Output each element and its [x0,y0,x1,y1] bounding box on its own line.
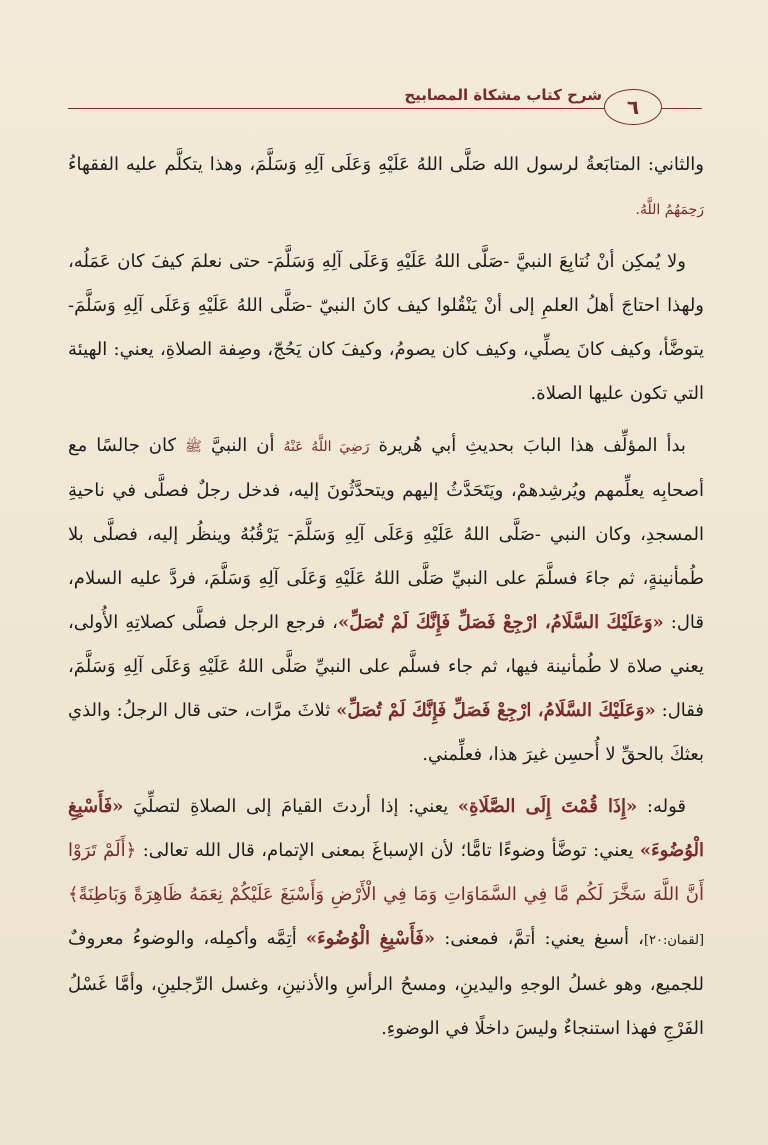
ayah-reference: [لقمان:٢٠] [643,933,705,948]
paragraph-3-text-i: ثلاثَ مرَّات، حتى قال الرجلُ: والذي بعثكَ بالحقِّ لا أُحسِن غيرَ هذا، فعلِّمني. [68,700,704,765]
paragraph-4-text-h: ، أسبغ يعني: أتمَّ، فمعنى: [444,928,644,949]
paragraph-1 [68,143,704,232]
honorific-salawat: ﷺ [185,439,202,455]
header-rule-left [68,108,604,109]
paragraph-3-text-c: أن النبيَّ [210,435,275,456]
paragraph-2-text: ولا يُمكِن أنْ نُتابِعَ النبيَّ -صَلَّى اللهُ عَلَيْهِ وَعَلَى آلِهِ وَسَلَّمَ- حتى نعلمَ كيفَ كان عَمَلُه، ولهذا احتاجَ أهلُ العلمِ إلى أنْ يَنْقُلوا كيف كانَ النبيّ -صَلَّى اللهُ عَلَيْهِ وَعَلَى آلِهِ وَسَلَّمَ- يتوضَّأ، وكيف كانَ يصلِّي، وكيف كان يصومُ، وكيفَ كان يَحُجّ، وصِفة الصلاةِ، يعني: الهيئة التي تكون عليها الصلاة. [68,251,704,404]
paragraph-2 [68,240,704,416]
page-body [68,143,704,1059]
paragraph-3-text-e: كان جالسًا مع أصحابِه يعلِّمهم ويُرشِدهمْ، ويَتَحَدَّثُ إليهم ويتحدَّثُونَ إليه، فدخل رجلٌ فصلَّى في ناحيةِ المسجدِ، وكان النبي -صَلَّى اللهُ عَلَيْهِ وَعَلَى آلِهِ وَسَلَّمَ- يَرْقُبُهُ وينظُر إليه، فصلَّى بلا طُمأنينةٍ، ثم جاءَ فسلَّمَ على النبيِّ صَلَّى اللهُ عَلَيْهِ وَعَلَى آلِهِ وَسَلَّمَ، فردَّ عليه السلام، قال: [68,435,704,633]
header-rule-right [662,108,702,109]
paragraph-4-text-c: يعني: إذا أردتَ القيامَ إلى الصلاةِ لتصلِّيَ [133,796,449,817]
paragraph-3 [68,424,704,777]
paragraph-4-text-e: يعني: توضَّأ وضوءًا تامًّا؛ لأن الإسباغَ بمعنى الإتمام، قال الله تعالى: [142,840,634,861]
paragraph-4 [68,785,704,1051]
hadith-phrase-idha-qumta: «إِذَا قُمْتَ إِلَى الصَّلَاةِ» [457,796,638,817]
page-header [68,86,704,128]
paragraph-4-text-j: أتِمَّه وأكمِله، والوضوءُ معروفٌ للجميع، وهو غسلُ الوجهِ واليدينِ، ومسحُ الرأسِ والأذنينِ، وغسل الرِّجلينِ، وأمَّا غَسْلُ الفَرْجِ فهذا استنجاءٌ وليسَ داخلًا في الوضوءِ. [68,928,704,1039]
quran-ayah: ﴿أَلَمْ تَرَوْا أَنَّ اللَّهَ سَخَّرَ لَكُم مَّا فِي السَّمَاوَاتِ وَمَا فِي الْأَرْضِ وَأَسْبَغَ عَلَيْكُمْ نِعَمَهُ ظَاهِرَةً وَبَاطِنَةً﴾ [68,840,704,905]
paragraph-4-text-a: قوله: [646,796,686,817]
hadith-quote-2: «وَعَلَيْكَ السَّلَامُ، ارْجِعْ فَصَلِّ فَإِنَّكَ لَمْ تُصَلِّ» [336,700,656,721]
hadith-quote-1: «وَعَلَيْكَ السَّلَامُ، ارْجِعْ فَصَلِّ فَإِنَّكَ لَمْ تُصَلِّ» [337,612,664,633]
paragraph-1-text: والثاني: المتابَعةُ لرسول الله صَلَّى اللهُ عَلَيْهِ وَعَلَى آلِهِ وَسَلَّمَ، وهذا يتكلَّم عليه الفقهاءُ [68,154,704,175]
paragraph-3-text-a: بدأ المؤلِّف هذا البابَ بحديثِ أبي هُريرة [378,435,686,456]
honorific-rahimahum: رَحِمَهُمُ اللَّهُ. [635,202,704,218]
running-title: شرح كتاب مشكاة المصابيح [404,86,602,104]
hadith-phrase-fa-asbigh-2: «فَأَسْبِغِ الْوُضُوءَ» [305,928,436,949]
paragraph-3-text-g: ، فرجع الرجل فصلَّى كصلاتِهِ الأُولى، يعني صلاة لا طُمأنينة فيها، ثم جاء فسلَّم على النبيِّ صَلَّى اللهُ عَلَيْهِ وَعَلَى آلِهِ وَسَلَّمَ، فقال: [68,612,704,721]
honorific-radiyallahu: رَضِيَ اللَّهُ عَنْهُ [283,439,370,455]
hadith-phrase-fa-asbigh-1: «فَأَسْبِغِ الْوُضُوءَ» [68,796,704,861]
page-number-badge [604,89,662,125]
page-number: ٦ [626,95,640,119]
